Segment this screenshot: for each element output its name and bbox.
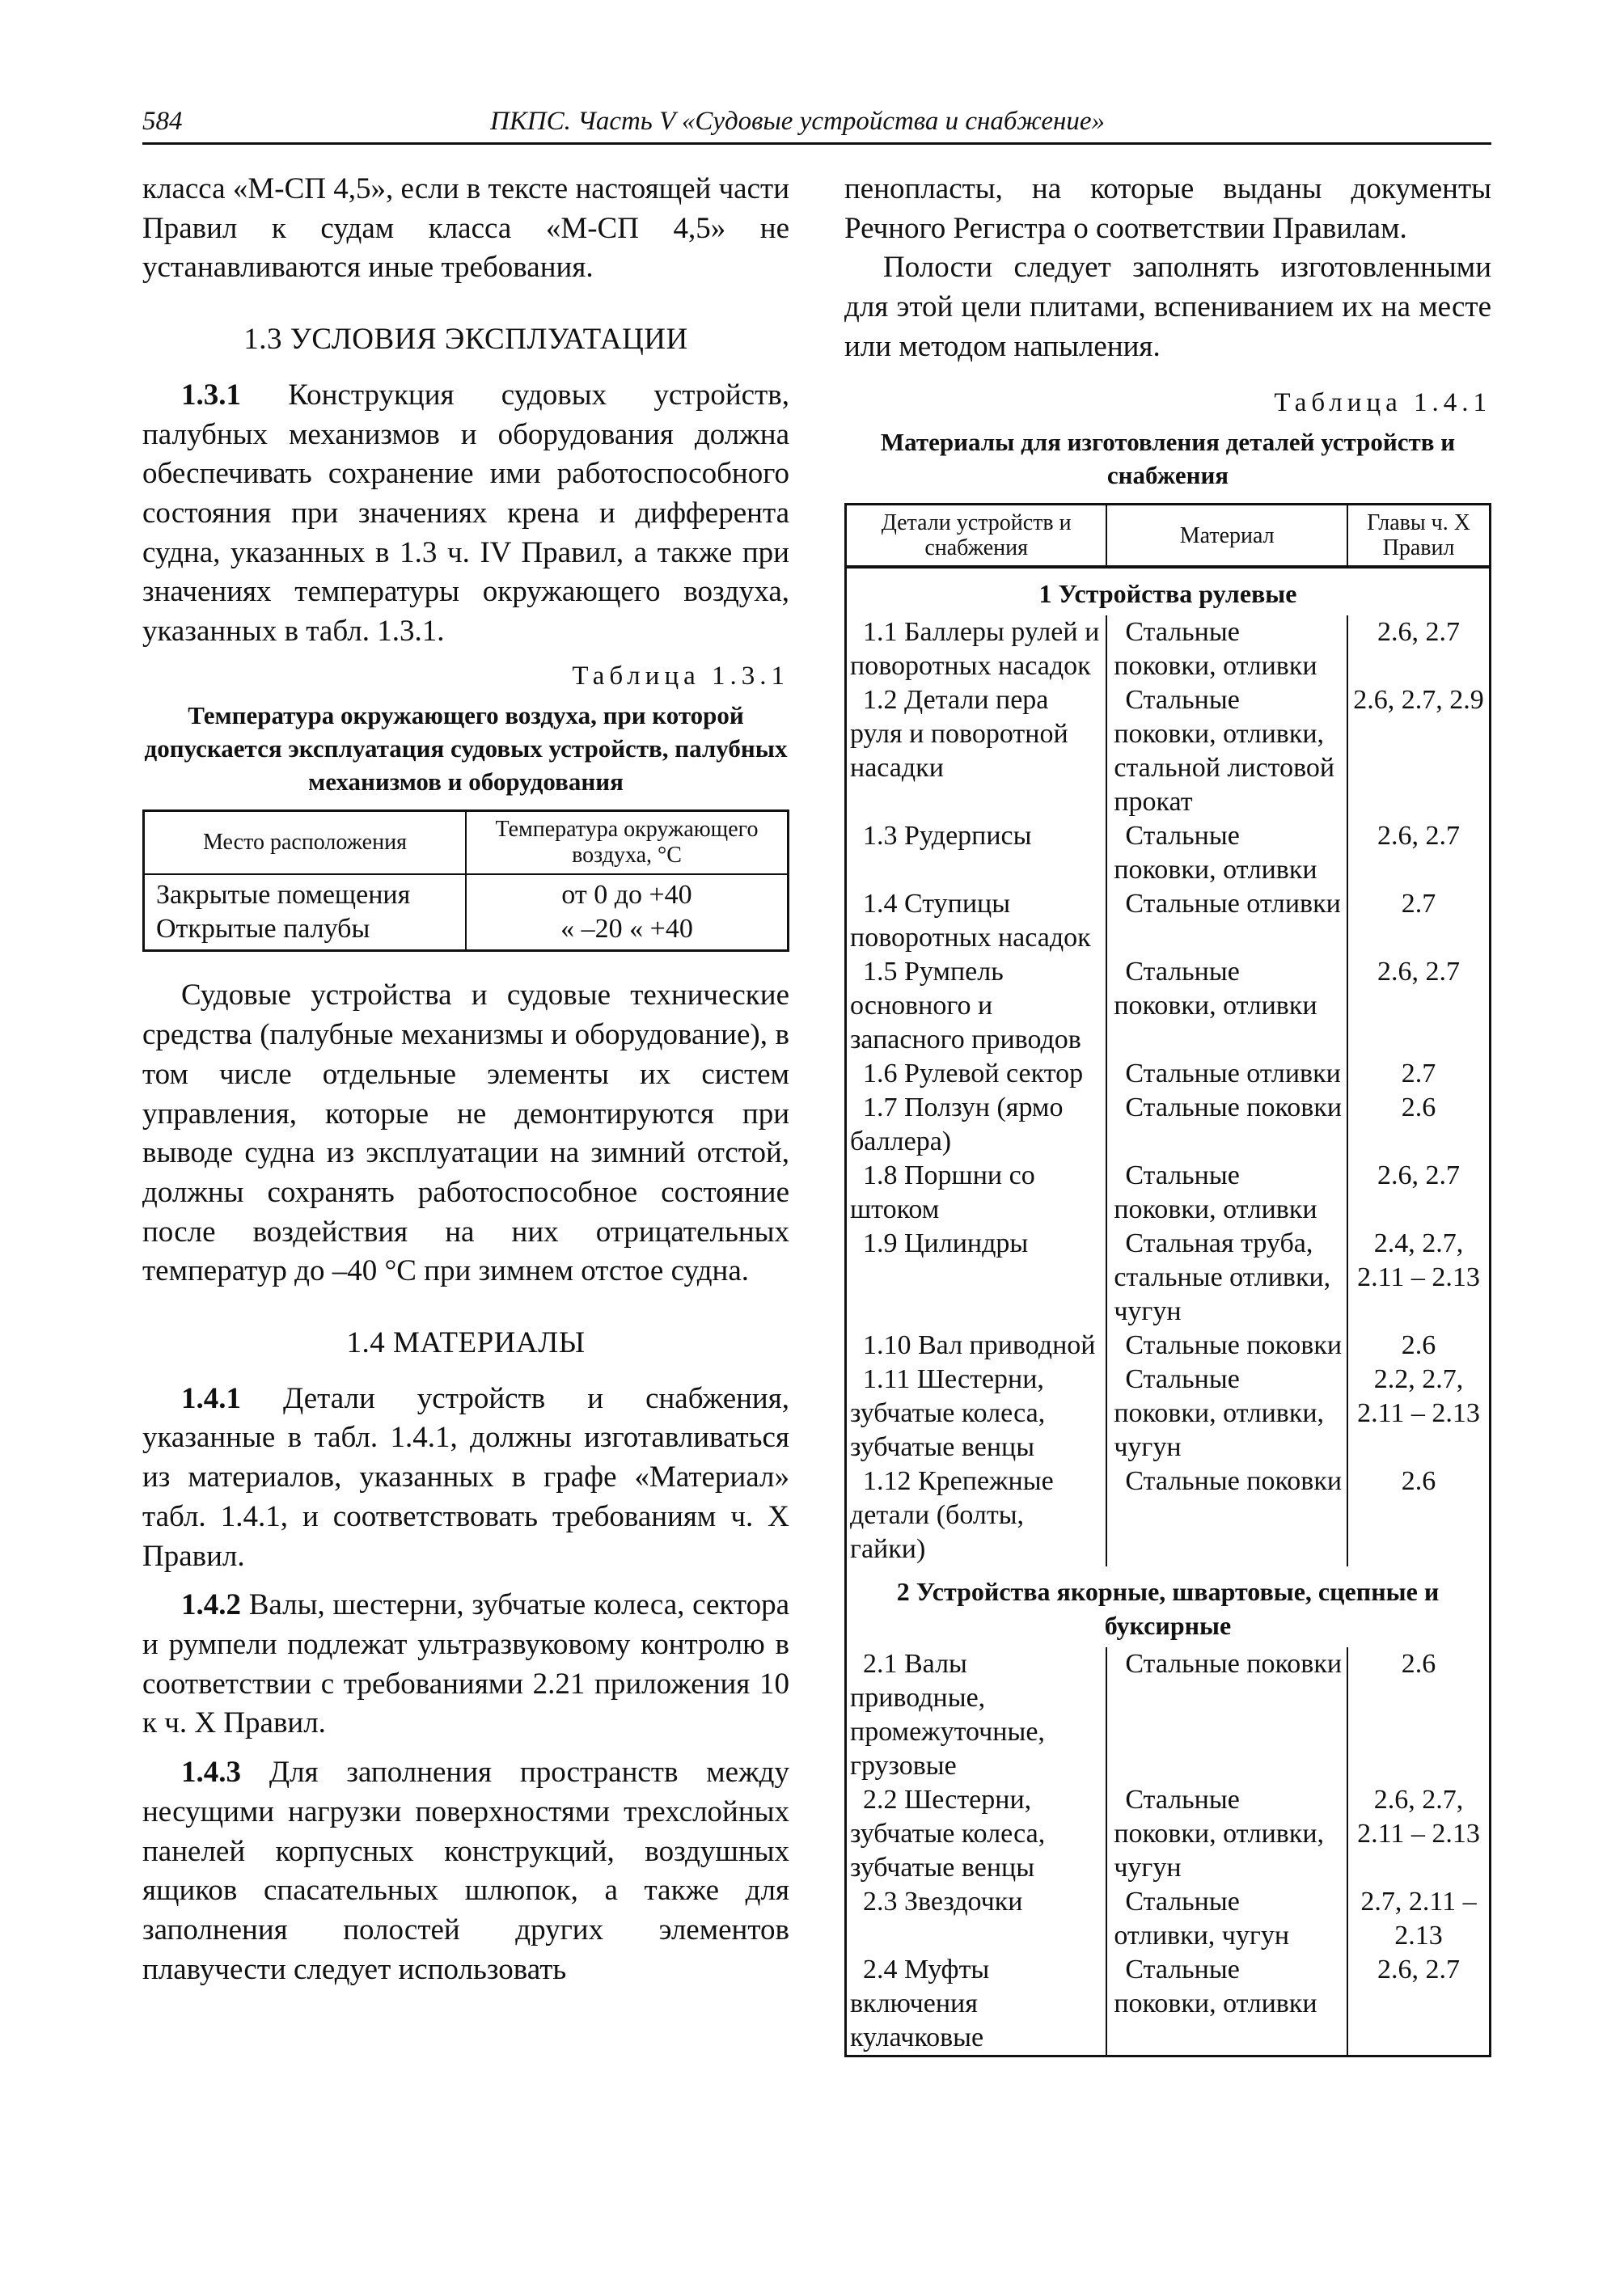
table-cell: Стальные поковки	[1106, 1465, 1347, 1566]
paragraph-number: 1.4.1	[181, 1381, 241, 1415]
table-cell: Закрытые помещения	[156, 880, 411, 911]
table-cell: 2.7	[1347, 887, 1490, 955]
table-cell: Открытые палубы	[156, 914, 370, 945]
paragraph-1-4-3	[142, 1753, 789, 1989]
section-1-4-heading: 1.4 МАТЕРИАЛЫ	[346, 1326, 586, 1360]
table-cell: 2.6, 2.7	[1347, 1159, 1490, 1227]
table-1-4-1-caption: Таблица 1.4.1	[1274, 387, 1491, 417]
table-cell: 2.6, 2.7, 2.11 – 2.13	[1347, 1783, 1490, 1885]
table-cell: 2.1 Валы приводные, промежуточные, грузовые	[850, 1649, 1045, 1782]
table-row	[846, 1363, 1491, 1465]
table-cell: Стальные поковки, отливки	[1106, 955, 1347, 1057]
table-header-cell: Место расположения	[144, 811, 467, 875]
table-row	[846, 1953, 1491, 2056]
filling-paragraph: Полости следует заполнять изготовленными для этой цели плитами, вспениванием их на месте или методом напыления.	[844, 251, 1491, 363]
table-cell: Стальные поковки, отливки	[1106, 1953, 1347, 2056]
table-header-cell: Детали устройств и снабжения	[846, 505, 1107, 568]
table-cell: Стальные отливки	[1106, 1057, 1347, 1091]
intro-paragraph: класса «М-СП 4,5», если в тексте настоящей части Правил к судам класса «М-СП 4,5» не устанавливаются иные требования.	[142, 172, 789, 285]
page-number: 584	[142, 107, 183, 136]
running-header	[142, 104, 1491, 145]
table-cell: 2.3 Звездочки	[863, 1887, 1023, 1917]
table-row	[846, 615, 1491, 683]
table-cell: 1.2 Детали пера руля и поворотной насадки	[850, 685, 1068, 784]
table-row	[846, 1091, 1491, 1159]
table-cell: 2.4, 2.7, 2.11 – 2.13	[1347, 1227, 1490, 1329]
table-row	[846, 1885, 1491, 1953]
paragraph-1-3-1	[142, 376, 789, 652]
paragraph-text: Валы, шестерни, зубчатые колеса, сектора и румпели подлежат ультразвуковому контролю в соответствии с требованиями 2.21 приложения 10 к ч. X Правил.	[142, 1588, 789, 1740]
right-column	[844, 170, 1491, 2057]
paragraph-1-4-2	[142, 1586, 789, 1744]
table-cell: 2.6	[1347, 1329, 1490, 1363]
table-cell: 2.7, 2.11 – 2.13	[1347, 1885, 1490, 1953]
table-cell: 2.6, 2.7	[1347, 819, 1490, 887]
table-row	[144, 912, 789, 951]
table-cell: от 0 до +40	[466, 874, 789, 912]
table-group-row	[846, 567, 1491, 615]
table-header-cell: Главы ч. X Правил	[1347, 505, 1490, 568]
table-cell: 1.7 Ползун (ярмо баллера)	[850, 1093, 1064, 1157]
table-row	[846, 1465, 1491, 1566]
left-column	[142, 170, 789, 1989]
paragraph-number: 1.4.2	[181, 1588, 241, 1622]
table-1-3-1-title: Температура окружающего воздуха, при которой допускается эксплуатация судовых устройств, палубных механизмов и оборудования	[144, 701, 788, 797]
table-cell: Стальная труба, стальные отливки, чугун	[1106, 1227, 1347, 1329]
running-title: ПКПС. Часть V «Судовые устройства и снабжение»	[490, 107, 1106, 136]
table-cell: 1.1 Баллеры рулей и поворотных насадок	[850, 617, 1100, 682]
table-row	[846, 1647, 1491, 1783]
table-cell: 2.6, 2.7, 2.9	[1347, 683, 1490, 819]
table-row	[846, 955, 1491, 1057]
table-cell: 1.3 Рудерписы	[863, 821, 1032, 852]
table-cell: 2.6, 2.7	[1347, 1953, 1490, 2056]
table-cell: 1.6 Рулевой сектор	[863, 1059, 1084, 1089]
table-cell: Стальные поковки, отливки	[1106, 819, 1347, 887]
group-heading: 1 Устройства рулевые	[1038, 579, 1297, 609]
table-cell: « –20 « +40	[466, 912, 789, 951]
table-cell: Стальные поковки	[1106, 1329, 1347, 1363]
paragraph-text: Для заполнения пространств между несущими нагрузки поверхностями трехслойных панелей корпусных конструкций, воздушных ящиков спасательных шлюпок, а также для заполнения полостей других элементов плавучести следует использовать	[142, 1756, 789, 1986]
table-cell: 2.6	[1347, 1647, 1490, 1783]
continuation-paragraph: пенопласты, на которые выданы документы Речного Регистра о соответствии Правилам.	[844, 172, 1491, 245]
group-heading: 2 Устройства якорные, швартовые, сцепные и буксирные	[896, 1577, 1440, 1641]
table-cell: 2.6, 2.7	[1347, 955, 1490, 1057]
table-1-3-1	[142, 809, 789, 952]
table-1-4-1-title: Материалы для изготовления деталей устройств и снабжения	[880, 428, 1456, 490]
table-row	[144, 874, 789, 912]
table-row	[846, 1329, 1491, 1363]
table-row	[846, 683, 1491, 819]
table-row	[846, 1783, 1491, 1885]
table-cell: 2.4 Муфты включения кулачковые	[850, 1955, 990, 2053]
table-cell: Стальные поковки	[1106, 1091, 1347, 1159]
table-cell: Стальные поковки, отливки	[1106, 1159, 1347, 1227]
table-cell: 1.4 Ступицы поворотных насадок	[850, 889, 1091, 953]
table-cell: 2.2, 2.7, 2.11 – 2.13	[1347, 1363, 1490, 1465]
table-row	[846, 887, 1491, 955]
table-header-cell: Материал	[1106, 505, 1347, 568]
table-row	[846, 1159, 1491, 1227]
table-cell: 1.8 Поршни со штоком	[850, 1160, 1035, 1225]
table-row	[846, 1057, 1491, 1091]
table-cell: Стальные отливки, чугун	[1106, 1885, 1347, 1953]
table-cell: 1.9 Цилиндры	[863, 1228, 1029, 1259]
table-cell: Стальные поковки, отливки	[1106, 615, 1347, 683]
paragraph-number: 1.4.3	[181, 1756, 241, 1790]
table-row	[846, 819, 1491, 887]
table-1-4-1	[844, 503, 1491, 2057]
table-cell: Стальные поковки, отливки, чугун	[1106, 1363, 1347, 1465]
paragraph-1-4-1	[142, 1380, 789, 1577]
paragraph-after-table: Судовые устройства и судовые технические средства (палубные механизмы и оборудование), в том числе отдельные элементы их систем управления, которые не демонтируются при выводе судна из эксплуатации на зимний отстой, должны сохранять работоспособное состояние после воздействия на них отрицательных температур до –40 °С при зимнем отстое судна.	[142, 979, 789, 1288]
table-cell: 1.12 Крепежные детали (болты, гайки)	[850, 1466, 1054, 1565]
table-cell: 1.5 Румпель основного и запасного приводов	[850, 957, 1081, 1055]
table-header-cell: Температура окружающего воздуха, °С	[466, 811, 789, 875]
paragraph-text: Детали устройств и снабжения, указанные в табл. 1.4.1, должны изготавливаться из материалов, указанных в графе «Материал» табл. 1.4.1, и соответствовать требованиям ч. X Правил.	[142, 1381, 789, 1573]
table-cell: 2.7	[1347, 1057, 1490, 1091]
paragraph-number: 1.3.1	[181, 378, 241, 412]
table-cell: 2.2 Шестерни, зубчатые колеса, зубчатые венцы	[850, 1785, 1046, 1883]
paragraph-text: Конструкция судовых устройств, палубных механизмов и оборудования должна обеспечивать сохранение ими работоспособного состояния при значениях крена и дифферента судна, указанных в 1.3 ч. IV Правил, а также при значениях температуры окружающего воздуха, указанных в табл. 1.3.1.	[142, 378, 789, 649]
table-cell: Стальные поковки, отливки, стальной листовой прокат	[1106, 683, 1347, 819]
table-cell: 1.10 Вал приводной	[863, 1330, 1096, 1361]
table-cell: Стальные отливки	[1106, 887, 1347, 955]
table-cell: Стальные поковки, отливки, чугун	[1106, 1783, 1347, 1885]
table-1-3-1-caption: Таблица 1.3.1	[572, 661, 789, 691]
table-cell: 2.6	[1347, 1091, 1490, 1159]
table-row	[846, 1227, 1491, 1329]
table-cell: 2.6	[1347, 1465, 1490, 1566]
section-1-3-heading: 1.3 УСЛОВИЯ ЭКСПЛУАТАЦИИ	[243, 323, 688, 357]
table-cell: Стальные поковки	[1106, 1647, 1347, 1783]
table-cell: 2.6, 2.7	[1347, 615, 1490, 683]
table-group-row	[846, 1566, 1491, 1647]
table-cell: 1.11 Шестерни, зубчатые колеса, зубчатые венцы	[850, 1364, 1046, 1463]
